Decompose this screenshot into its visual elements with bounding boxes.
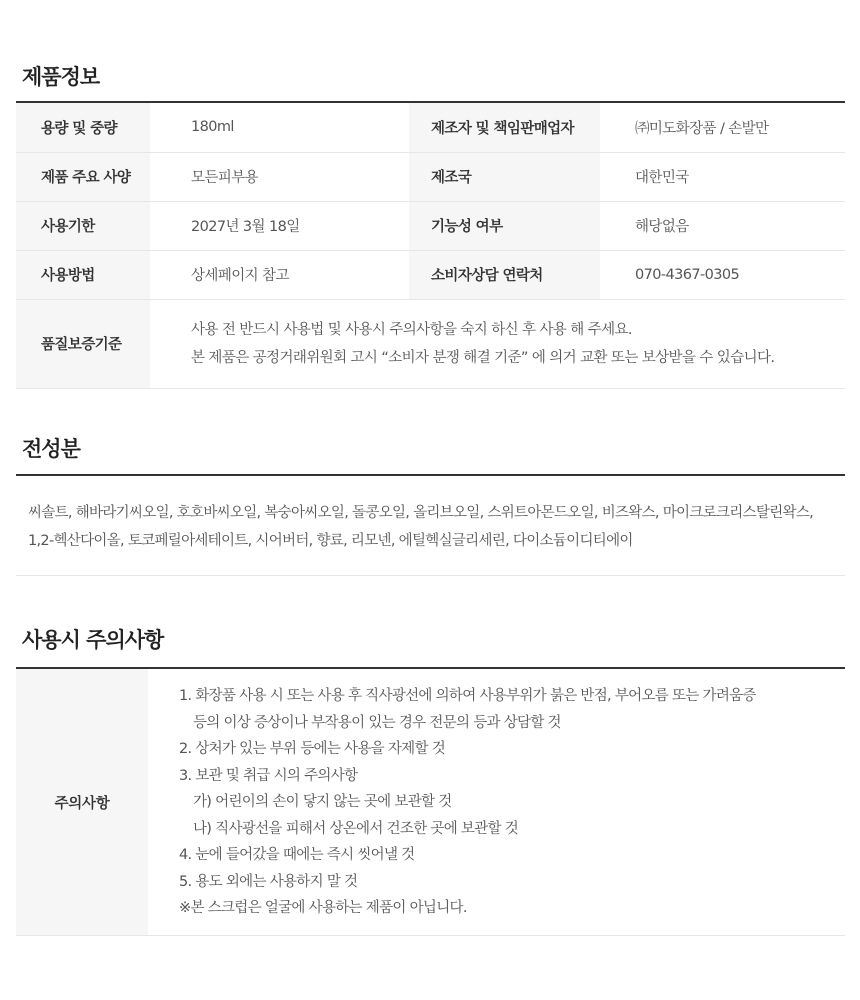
precaution-item: 5. 용도 외에는 사용하지 말 것	[179, 873, 358, 890]
quality-standard	[150, 299, 845, 388]
ingredients-title: 전성분	[22, 437, 80, 461]
precautions-label: 주의사항	[16, 669, 148, 935]
quality-line: 사용 전 반드시 사용법 및 사용시 주의사항을 숙지 하신 후 사용 해 주세요.	[191, 321, 632, 338]
quality-label: 품질보증기준	[16, 299, 150, 388]
precaution-item: 2. 상처가 있는 부위 등에는 사용을 자제할 것	[179, 741, 446, 757]
ingredients-text: 씨솔트, 해바라기씨오일, 호호바씨오일, 복숭아씨오일, 돌콩오일, 올리브오일, 스위트아몬드오일, 비즈왁스, 마이크로크리스탈린왁스, 1,2-헥산다이올, 토코페릴아세테이트, 시어버터, 향료, 리모넨, 에틸헥실글리세린, 다이소듐이디티에이	[16, 476, 845, 576]
spec-label: 사용기한	[16, 201, 150, 250]
quality-line: 본 제품은 공정거래위원회 고시 “소비자 분쟁 해결 기준” 에 의거 교환 또는 보상받을 수 있습니다.	[191, 349, 775, 366]
precaution-item: 1. 화장품 사용 시 또는 사용 후 직사광선에 의하여 사용부위가 붉은 반점, 부어오름 또는 가려움증	[179, 688, 756, 704]
table-row	[16, 299, 845, 388]
spec-value: 대한민국	[600, 152, 845, 201]
spec-value: 180ml	[150, 103, 409, 152]
spec-value: 2027년 3월 18일	[150, 201, 409, 250]
spec-label: 용량 및 중량	[16, 103, 150, 152]
spec-value: 모든피부용	[150, 152, 409, 201]
table-row	[16, 152, 845, 201]
precaution-item: 나) 직사광선을 피해서 상온에서 건조한 곳에 보관할 것	[193, 820, 519, 837]
precaution-item: ※본 스크럽은 얼굴에 사용하는 제품이 아닙니다.	[179, 900, 467, 916]
precaution-item: 가) 어린이의 손이 닿지 않는 곳에 보관할 것	[193, 794, 452, 810]
spec-value: 해당없음	[600, 201, 845, 250]
spec-value: 상세페이지 참고	[150, 250, 409, 299]
spec-label: 사용방법	[16, 250, 150, 299]
spec-label: 제품 주요 사양	[16, 152, 150, 201]
precaution-item: 4. 눈에 들어갔을 때에는 즉시 씻어낼 것	[179, 847, 415, 863]
precaution-item: 3. 보관 및 취급 시의 주의사항	[179, 767, 358, 784]
spec-value: 070-4367-0305	[600, 250, 845, 299]
table-row	[16, 201, 845, 250]
table-row	[16, 103, 845, 152]
product-info-title: 제품정보	[22, 65, 100, 89]
precautions-title: 사용시 주의사항	[22, 628, 164, 652]
spec-value: ㈜미도화장품 / 손발만	[600, 103, 845, 152]
spec-label: 소비자상담 연락처	[409, 250, 600, 299]
table-row	[16, 250, 845, 299]
precautions-list	[179, 683, 756, 922]
spec-label: 제조자 및 책임판매업자	[409, 103, 600, 152]
spec-label: 기능성 여부	[409, 201, 600, 250]
precautions-table	[16, 669, 845, 936]
spec-label: 제조국	[409, 152, 600, 201]
product-info-table	[16, 103, 845, 389]
precaution-item: 등의 이상 증상이나 부작용이 있는 경우 전문의 등과 상담할 것	[193, 714, 561, 731]
